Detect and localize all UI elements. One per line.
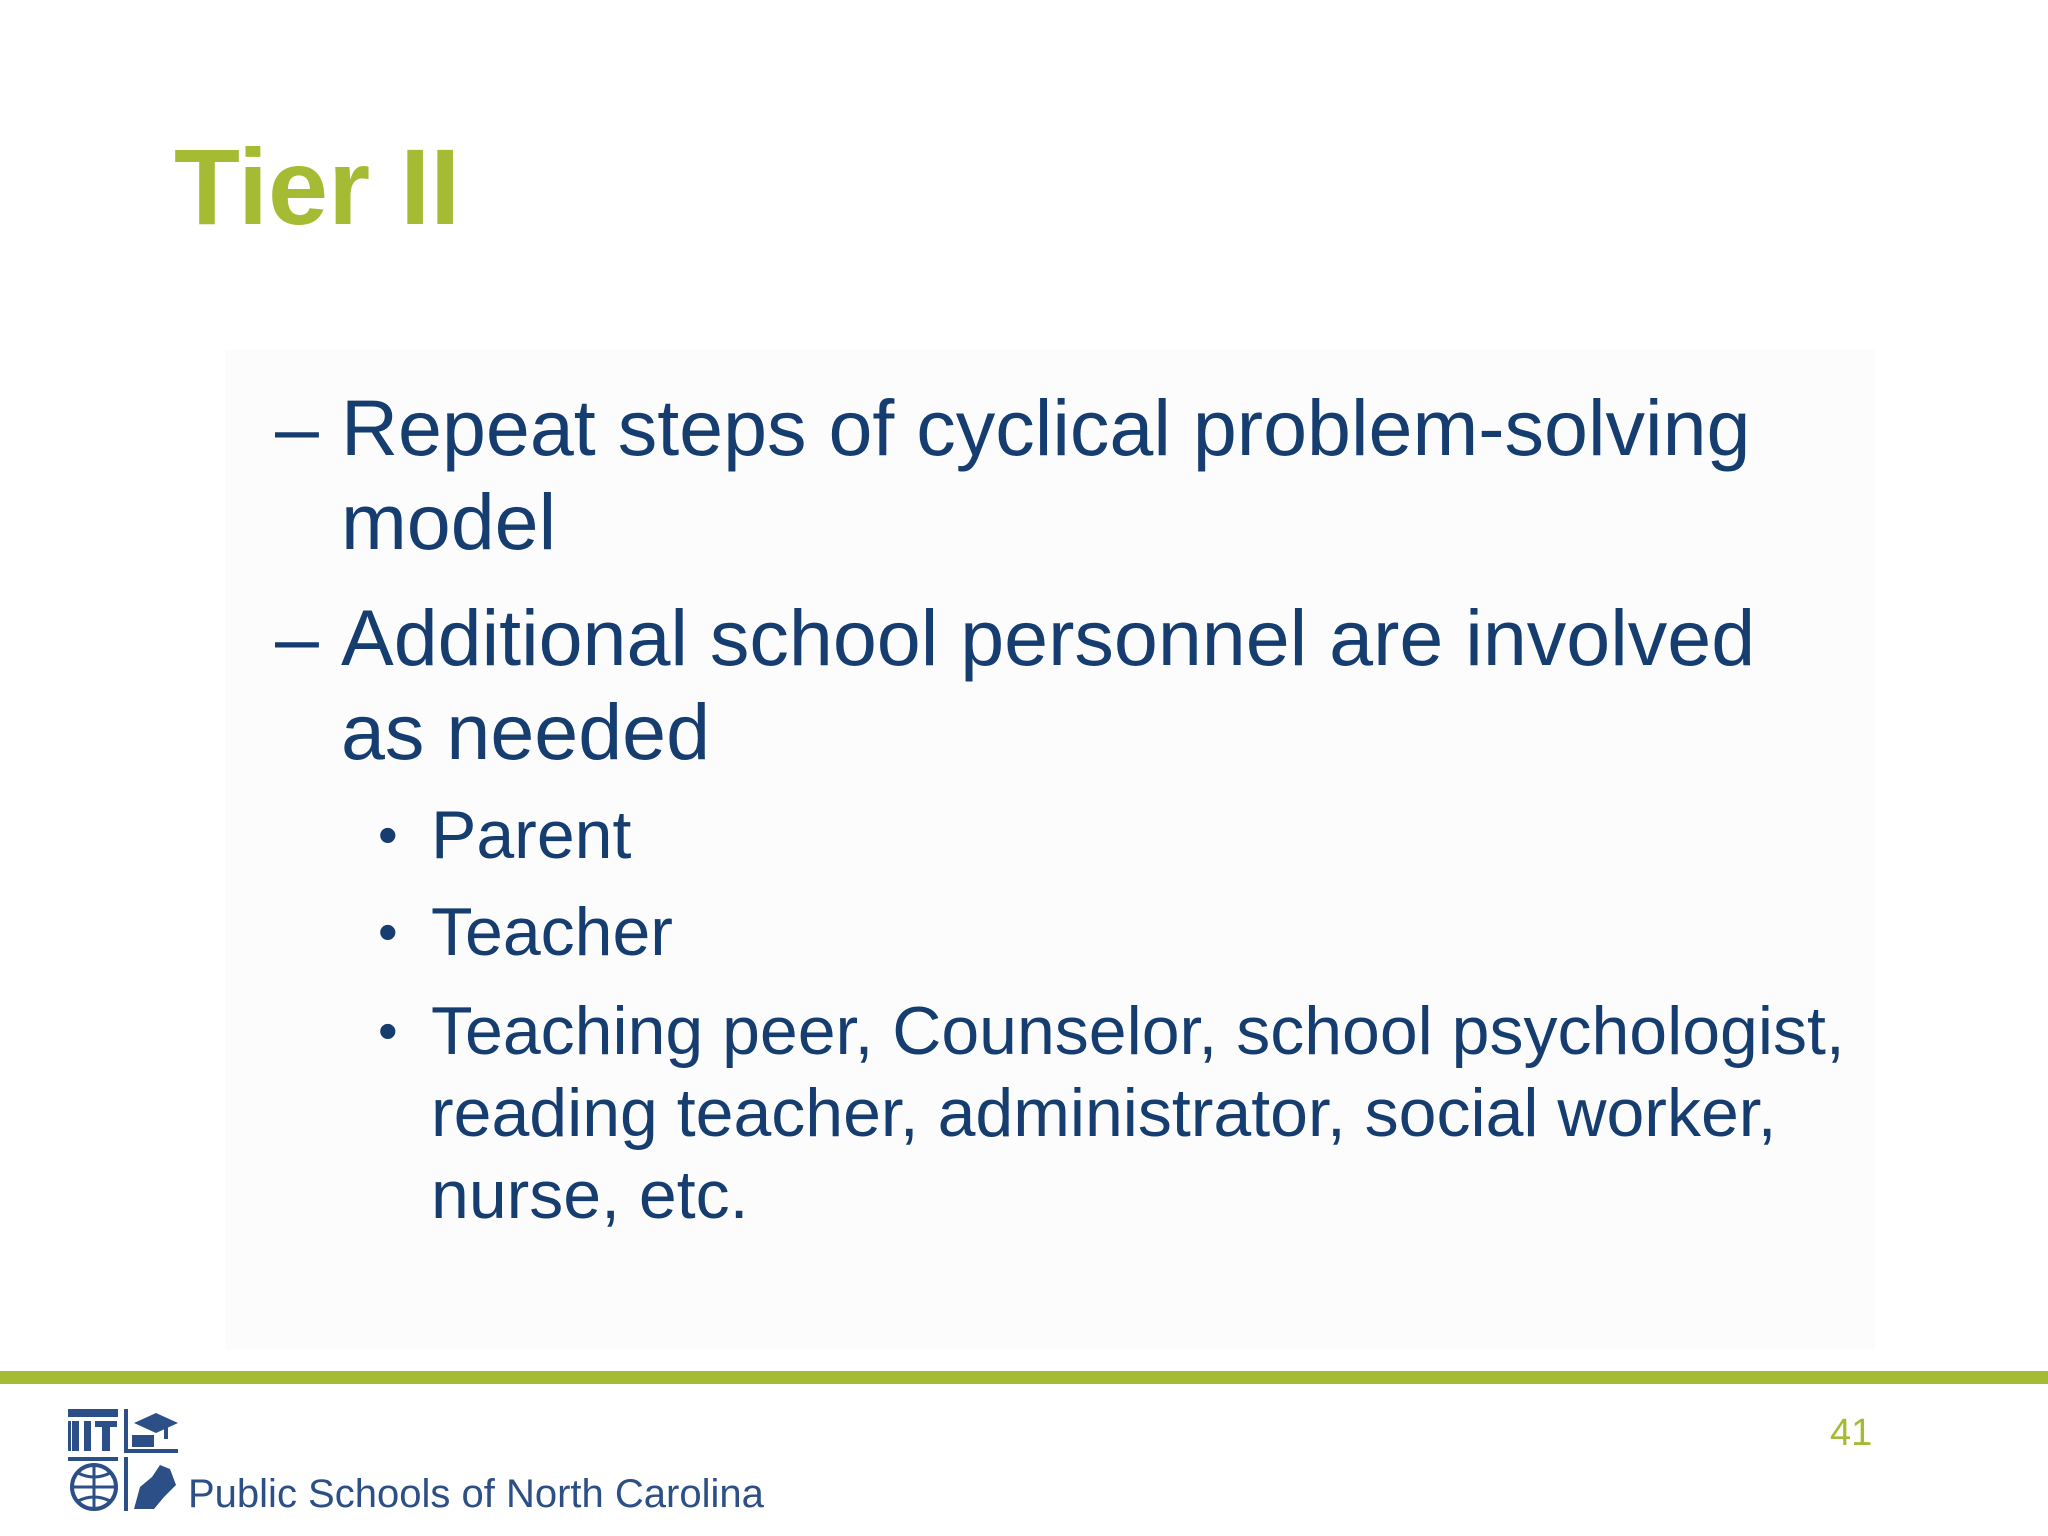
nc-public-schools-logo-icon	[68, 1405, 178, 1515]
bullet-text: Additional school personnel are involved as needed	[341, 593, 1756, 776]
bullet-text: Repeat steps of cyclical problem-solving model	[341, 383, 1751, 566]
sub-bullet-item	[378, 794, 1898, 876]
bullet-dot-marker: •	[378, 900, 398, 963]
sub-bullet-item	[378, 990, 1898, 1236]
sub-bullet-item	[378, 891, 1898, 973]
dash-marker: –	[275, 593, 319, 682]
bullet-dot-marker: •	[378, 803, 398, 866]
bullet-item	[275, 591, 1835, 779]
page-number: 41	[1830, 1412, 1873, 1454]
organization-name: Public Schools of North Carolina	[188, 1472, 764, 1516]
slide-title: Tier II	[174, 126, 461, 247]
bullet-dot-marker: •	[378, 999, 398, 1062]
bullet-item	[275, 381, 1835, 569]
sub-bullet-text: Parent	[431, 797, 632, 873]
footer-divider	[0, 1371, 2048, 1384]
sub-bullet-text: Teacher	[431, 894, 673, 970]
sub-bullet-text: Teaching peer, Counselor, school psychologist, reading teacher, administrator, social worker, nurse, etc.	[431, 993, 1845, 1233]
dash-marker: –	[275, 383, 319, 472]
